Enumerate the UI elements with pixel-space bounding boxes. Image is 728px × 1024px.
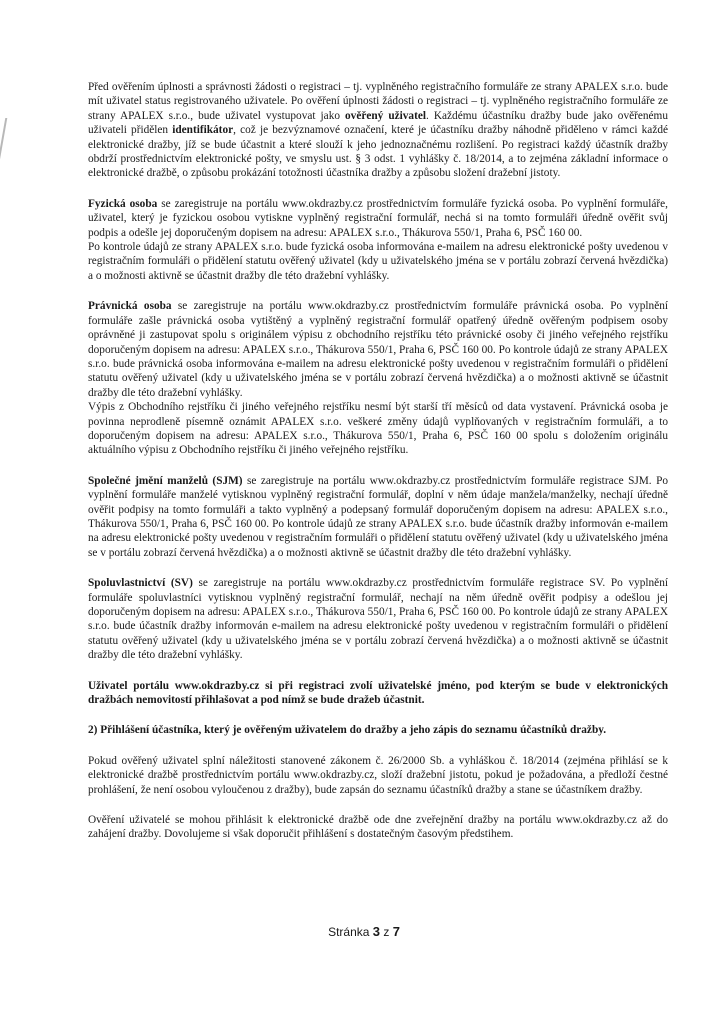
- footer-prefix: Stránka: [328, 925, 373, 939]
- intro-text-2: . Každému účastníku dražby bude jako ověřenému uživateli přidělen: [88, 109, 668, 137]
- sjm-paragraph: [88, 474, 668, 560]
- page-footer: [0, 924, 728, 939]
- legal-person-paragraph: [88, 299, 668, 400]
- section-2-paragraph-1: Pokud ověřený uživatel splní náležitosti stanovené zákonem č. 26/2000 Sb. a vyhláškou č. 18/2014 (zejména přihlásí se k elektronické dražbě prostřednictvím portálu www.okdrazby.cz, složí dražební jistotu, pokud je požadována, a předloží čestné prohlášení, že není osobou vyloučenou z dražby), bude zapsán do seznamu účastníků dražby a stane se účastníkem dražby.: [88, 754, 668, 796]
- sv-paragraph: [88, 576, 668, 662]
- username-note-text: Uživatel portálu www.okdrazby.cz si při registraci zvolí uživatelské jméno, pod kterým se bude v elektronických dražbách nemovitostí přihlašovat a pod nímž se bude dražeb účastnit.: [88, 679, 668, 707]
- intro-bold-identifier: identifikátor: [172, 124, 234, 137]
- section-2-heading: [88, 723, 668, 737]
- scan-edge-mark: [0, 118, 21, 178]
- natural-person-text-1: se zaregistruje na portálu www.okdrazby.cz prostřednictvím formuláře fyzická osoba. Po vyplnění formuláře, uživatel, který je fyzickou osobou vytiskne vyplněný registrační formulář, nechá si na tomto formuláři úředně ověřit svůj podpis a odešle jej doporučeným dopisem na adresu: APALEX s.r.o., Thákurova 550/1, Praha 6, PSČ 160 00.: [88, 197, 668, 239]
- intro-text-3: , což je bezvýznamové označení, které je účastníku dražby náhodně přiděleno v rámci každé elektronické dražby, jíž se bude účastnit a které slouží k jeho jednoznačnému rozlišení. Po registraci každý účastník dražby obdrží prostřednictvím elektronické pošty, ve smyslu ust. § 3 odst. 1 vyhlášky č. 18/2014, a to zejména základní informace o elektronické dražbě, o způsobu prokázání totožnosti účastníka dražby a způsobu složení dražební jistoty.: [88, 124, 668, 180]
- sv-text: se zaregistruje na portálu www.okdrazby.cz prostřednictvím formuláře registrace SV. Po vyplnění formuláře spoluvlastníci vytisknou vyplněný registrační formulář, nechají na něm úředně ověřit podpisy a odešlou jej doporučeným dopisem na adresu: APALEX s.r.o., Thákurova 550/1, Praha 6, PSČ 160 00. Po kontrole údajů ze strany APALEX s.r.o. bude účastník dražby informován e-mailem na adresu elektronické pošty uvedenou v registračním formuláři o přidělení statutu ověřený uživatel (kdy u uživatelského jména se v portálu zobrazí červená hvězdička) a o možnosti aktivně se účastnit dražby dle této dražební vyhlášky.: [88, 577, 668, 662]
- footer-page-number: 3: [372, 924, 381, 939]
- footer-page-total: 7: [392, 924, 400, 939]
- section-2-heading-text: 2) Přihlášení účastníka, který je ověřeným uživatelem do dražby a jeho zápis do seznamu účastníků dražby.: [88, 724, 607, 737]
- footer-middle: z: [380, 925, 393, 939]
- username-note: [88, 679, 668, 708]
- legal-person-heading: Právnická osoba: [88, 300, 172, 313]
- document-body: [88, 80, 668, 858]
- intro-text-1: Před ověřením úplnosti a správnosti žádosti o registraci – tj. vyplněného registračního formuláře ze strany APALEX s.r.o. bude mít uživatel status registrovaného uživatele. Po ověření úplnosti žádosti o registraci – tj. vyplněného registračního formuláře ze strany APALEX s.r.o., bude uživatel vystupovat jako: [88, 81, 668, 122]
- natural-person-paragraph-2: Po kontrole údajů ze strany APALEX s.r.o. bude fyzická osoba informována e-mailem na adresu elektronické pošty uvedenou v registračním formuláři o přidělení statutu ověřený uživatel (kdy u uživatelského jména se v portálu zobrazí červená hvězdička) a o možnosti aktivně se účastnit dražby dle této dražební vyhlášky.: [88, 241, 668, 282]
- intro-paragraph: [88, 80, 668, 181]
- intro-bold-verified-user: ověřený uživatel: [345, 109, 426, 122]
- legal-person-paragraph-2: Výpis z Obchodního rejstříku či jiného veřejného rejstříku nesmí být starší tří měsíců od data vystavení. Právnická osoba je povinna neprodleně písemně oznámit APALEX s.r.o. veškeré změny údajů vyplňovaných v registračním formuláři, a to doporučeným dopisem na adresu: APALEX s.r.o., Thákurova 550/1, Praha 6, PSČ 160 00 spolu s doložením originálu aktuálního výpisu z Obchodního rejstříku či jiného veřejného rejstříku.: [88, 401, 668, 457]
- legal-person-text-1: se zaregistruje na portálu www.okdrazby.cz prostřednictvím formuláře právnická osoba. Po vyplnění formuláře zašle právnická osoba vytištěný a vyplněný registrační formulář opatřený úředně ověřeným podpisem osoby oprávněné ji zastupovat spolu s originálem výpisu z obchodního rejstříku této právnické osoby či jiného veřejného rejstříku doporučeným dopisem na adresu: APALEX s.r.o., Thákurova 550/1, Praha 6, PSČ 160 00. Po kontrole údajů ze strany APALEX s.r.o. bude právnická osoba informována e-mailem na adresu elektronické pošty uvedenou v registračním formuláři o přidělení statutu ověřený uživatel (kdy u uživatelského jména se v portálu zobrazí červená hvězdička) a o možnosti aktivně se účastnit dražby dle této dražební vyhlášky.: [88, 300, 668, 399]
- natural-person-heading: Fyzická osoba: [88, 197, 158, 210]
- sjm-heading: Společné jmění manželů (SJM): [88, 474, 243, 487]
- natural-person-paragraph: [88, 197, 668, 240]
- section-2-paragraph-2: Ověření uživatelé se mohou přihlásit k elektronické dražbě ode dne zveřejnění dražby na portálu www.okdrazby.cz až do zahájení dražby. Dovolujeme si však doporučit přihlášení s dostatečným časovým předstihem.: [88, 814, 668, 841]
- sjm-text: se zaregistruje na portálu www.okdrazby.cz prostřednictvím formuláře registrace SJM. Po vyplnění formuláře manželé vytisknou vyplněný registrační formulář, doplní v něm údaje manžela/manželky, nechají úředně ověřit podpisy na tomto formuláři a takto vyplněný a podepsaný formulář doporučeným dopisem na adresu: APALEX s.r.o., Thákurova 550/1, Praha 6, PSČ 160 00. Po kontrole údajů ze strany APALEX s.r.o. bude účastník dražby informován e-mailem na adresu elektronické pošty uvedenou v registračním formuláři o přidělení statutu ověřený uživatel (kdy u uživatelského jména se v portálu zobrazí červená hvězdička) a o možnosti aktivně se účastnit dražby dle této dražební vyhlášky.: [88, 474, 669, 559]
- sv-heading: Spoluvlastnictví (SV): [88, 577, 193, 590]
